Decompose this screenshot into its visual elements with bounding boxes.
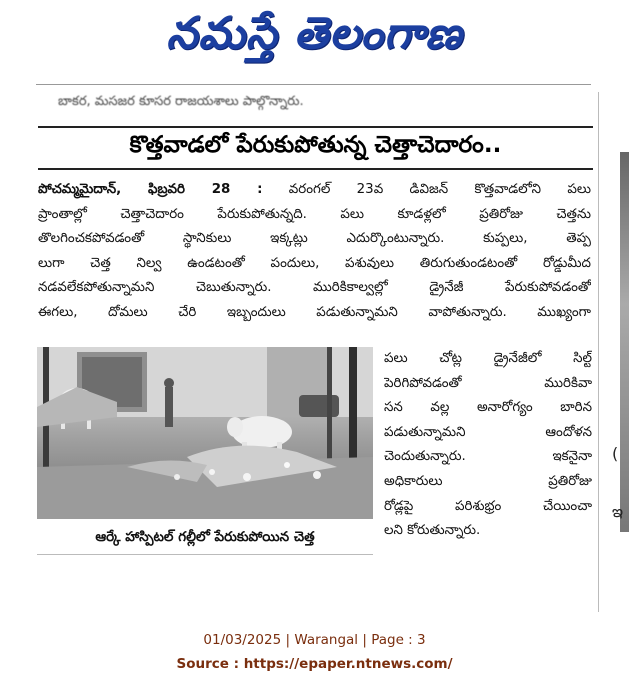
article-headline: కొత్తవాడలో పేరుకుపోతున్న చెత్తాచెదారం.. xyxy=(129,132,502,158)
column-divider xyxy=(598,92,599,612)
top-divider xyxy=(36,84,591,85)
adjacent-text-fragment: ( xyxy=(612,444,619,463)
article-dateline: పోచమ్మమైదాన్, ఫిబ్రవరి 28 : xyxy=(38,182,263,197)
side-line: చెందుతున్నారు. ఇకనైనా xyxy=(384,449,592,465)
article-line: లుగా చెత్త నిల్వ ఉండటంతో పందులు, పశువులు తిరుగుతుండటంతో రోడ్డుమీద xyxy=(38,255,591,271)
source-footer xyxy=(0,628,629,676)
source-link[interactable]: Source : https://epaper.ntnews.com/ xyxy=(176,656,453,672)
photo-caption: ఆర్కే హాస్పిటల్ గల్లీలో పేరుకుపోయిన చెత్త xyxy=(37,522,373,555)
side-line: పలు చోట్ల డ్రైనేజీలో సిల్ట్ xyxy=(384,351,592,366)
adjacent-text-fragment: ఇ xyxy=(612,502,624,521)
article-line-text: వరంగల్ 23వ డివిజన్ కొత్తవాడలోని పలు xyxy=(262,182,591,197)
article-line xyxy=(38,178,591,203)
article-headline-box xyxy=(38,126,593,170)
side-line: పడుతున్నామని ఆందోళన xyxy=(384,424,592,440)
newspaper-logo: నమస్తే తెలంగాణ xyxy=(166,8,463,59)
previous-article-clipped-text: బాకర, మసజర కూసర రాజయశాలు పాల్గొన్నారు. xyxy=(58,94,304,109)
article-body xyxy=(38,178,591,326)
article-line: తొలగించకపోవడంతో స్థానికులు ఇక్కట్లు ఎదుర్కొంటున్నారు. కుప్పలు, తెప్ప xyxy=(38,231,591,247)
side-line: అధికారులు ప్రతిరోజు xyxy=(384,473,592,489)
side-line: పెరిగిపోవడంతో మురికివా xyxy=(384,375,592,391)
side-line: సన వల్ల అనారోగ్యం బారిన xyxy=(384,400,592,416)
street-garbage-photo xyxy=(37,347,373,519)
article-line: ప్రాంతాల్లో చెత్తాచెదారం పేరుకుపోతున్నది. పలు కూడళ్లలో ప్రతిరోజు చెత్తను xyxy=(38,206,591,222)
article-line: ఈగలు, దోమలు చేరి ఇబ్బందులు పడుతున్నామని వాపోతున్నారు. ముఖ్యంగా xyxy=(38,304,591,320)
article-side-column xyxy=(384,347,592,544)
article-photo xyxy=(37,347,373,519)
adjacent-photo-edge xyxy=(620,152,629,532)
article-line: నడవలేకపోతున్నామని చెబుతున్నారు. మురికికాల్వల్లో డ్రైనేజీ పేరుకుపోవడంతో xyxy=(38,280,591,296)
edition-info: 01/03/2025 | Warangal | Page : 3 xyxy=(203,632,426,648)
side-line: రోడ్లపై పరిశుభ్రం చేయించా xyxy=(384,498,592,514)
side-line: లని కోరుతున్నారు. xyxy=(384,523,481,539)
adjacent-column xyxy=(598,92,629,612)
masthead xyxy=(0,0,629,78)
